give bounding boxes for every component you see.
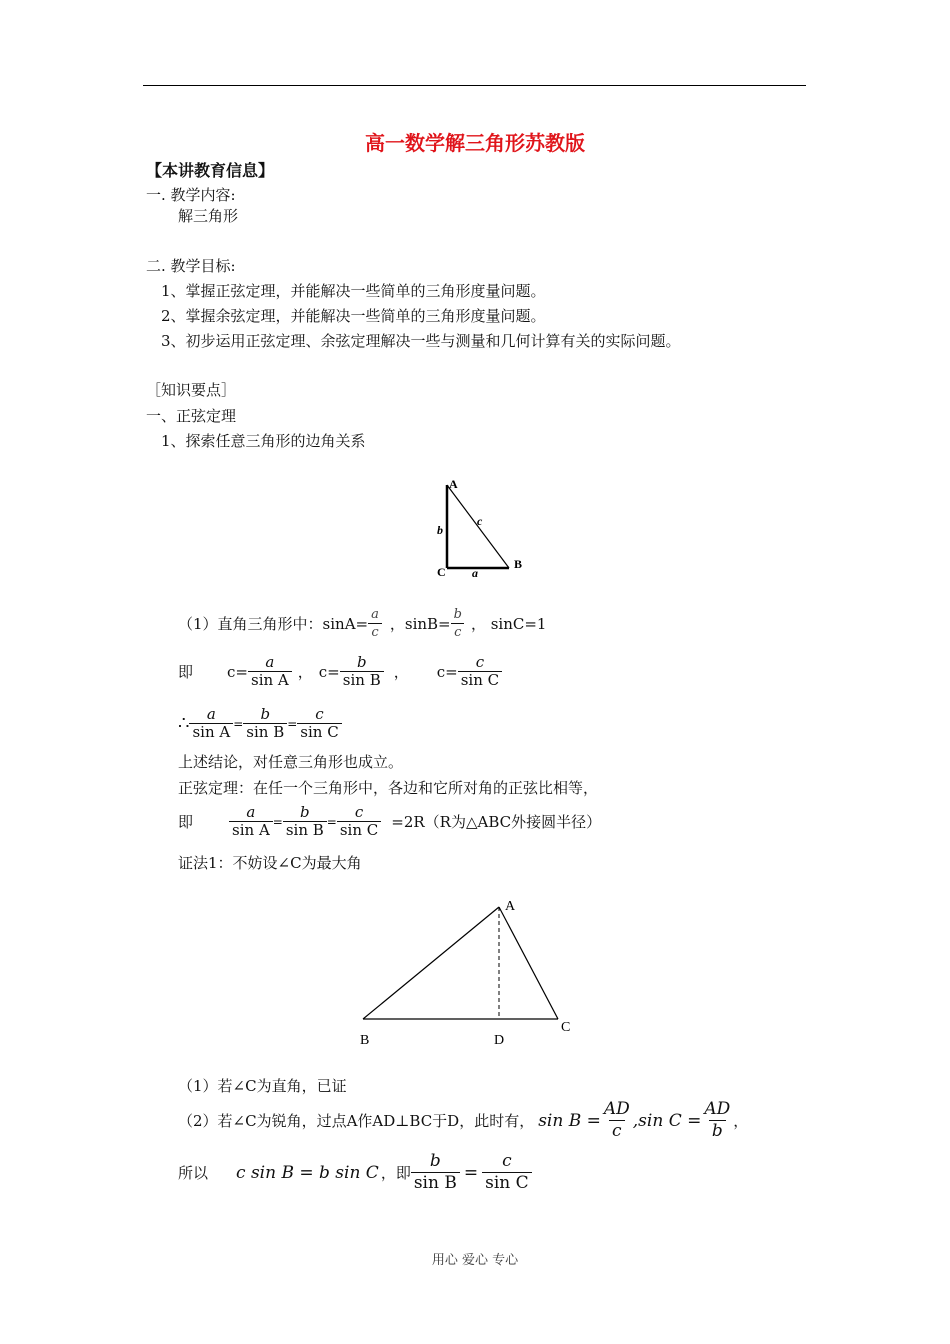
vertex-label-B: B <box>514 557 523 571</box>
fraction-numerator: b <box>429 1151 441 1171</box>
fraction-c-over-sinC <box>458 654 502 689</box>
case-1-right-angle: （1）若∠C为直角，已证 <box>178 1077 347 1095</box>
fraction-AD-over-b <box>701 1099 733 1142</box>
sine-law-theorem: 正弦定理：在任一个三角形中，各边和它所对角的正弦比相等， <box>178 779 599 797</box>
fraction-b-over-c <box>451 606 465 641</box>
goal-item: 1、掌握正弦定理，并能解决一些简单的三角形度量问题。 <box>161 282 546 300</box>
fraction-denominator: sin C <box>337 821 381 839</box>
case-2-text: （2）若∠C为锐角，过点A作AD⊥BC于D，此时有， <box>178 1112 535 1130</box>
fraction-a-over-sinA <box>248 654 292 689</box>
fraction-numerator: a <box>206 705 216 723</box>
sine-law-heading: 一、正弦定理 <box>146 407 237 425</box>
fraction-denominator: sin B <box>340 671 384 689</box>
triangle-abc-altitude-figure <box>350 890 590 1055</box>
fraction-c-over-sinC <box>482 1151 532 1194</box>
equals-sign: = <box>463 1162 479 1183</box>
fraction-denominator: b <box>709 1120 726 1142</box>
equals-sign: = <box>233 716 244 731</box>
fraction-a-over-sinA <box>189 706 233 741</box>
fraction-c-over-sinC <box>337 804 381 839</box>
goal-item: 3、初步运用正弦定理、余弦定理解决一些与测量和几何计算有关的实际问题。 <box>161 332 681 350</box>
fraction-b-over-sinB <box>340 654 384 689</box>
fraction-numerator: c <box>315 705 324 723</box>
fraction-a-over-sinA <box>229 804 273 839</box>
fraction-numerator: c <box>354 803 364 821</box>
fraction-denominator: c <box>451 623 464 641</box>
vertex-label-D: D <box>494 1033 505 1048</box>
fraction-denominator: sin B <box>243 723 287 741</box>
side-ac-line <box>499 907 558 1019</box>
suoyi-label: 所以 <box>178 1164 209 1182</box>
ji-label: 即 <box>178 663 194 681</box>
page-footer: 用心 爱心 专心 <box>431 1253 519 1268</box>
fraction-b-over-sinB <box>411 1151 460 1194</box>
fraction-denominator: sin A <box>248 671 292 689</box>
c-equals: c= <box>227 662 248 681</box>
fraction-denominator: sin C <box>297 723 341 741</box>
fraction-numerator: c <box>475 653 485 671</box>
header-rule <box>143 85 806 86</box>
sinC-equals: ,sin C = <box>632 1110 702 1131</box>
fraction-numerator: a <box>265 653 275 671</box>
fraction-b-over-sinB <box>283 804 327 839</box>
fraction-b-over-sinB <box>243 706 287 741</box>
vertex-label-C: C <box>561 1020 571 1035</box>
knowledge-heading: ［知识要点］ <box>146 381 237 399</box>
fraction-denominator: sin C <box>482 1172 532 1194</box>
fraction-numerator: c <box>502 1151 512 1171</box>
ji-label: 即 <box>178 813 194 831</box>
c-equals: c= <box>436 662 458 681</box>
fraction-denominator: sin A <box>229 821 273 839</box>
goal-item: 2、掌握余弦定理，并能解决一些简单的三角形度量问题。 <box>161 307 546 325</box>
fraction-numerator: b <box>356 653 367 671</box>
relation-mid: ，sinB= <box>389 615 451 633</box>
therefore-equation <box>178 706 342 741</box>
case-2-acute-angle <box>178 1099 748 1142</box>
section-info-heading: 【本讲教育信息】 <box>146 161 275 180</box>
theorem-formula <box>178 804 601 839</box>
page-title: 高一数学解三角形苏教版 <box>365 131 585 155</box>
relation-prefix: （1）直角三角形中：sinA= <box>178 615 369 633</box>
therefore-relation <box>178 1151 532 1194</box>
fraction-denominator: sin C <box>458 671 502 689</box>
side-label-a: a <box>472 566 478 580</box>
vertex-label-A: A <box>449 477 458 491</box>
fraction-denominator: c <box>609 1120 625 1142</box>
side-label-b: b <box>437 523 443 537</box>
fraction-a-over-c <box>368 606 382 641</box>
explore-heading: 1、探索任意三角形的边角关系 <box>161 432 366 450</box>
equals-sign: = <box>326 814 337 829</box>
c-sinB-equals-b-sinC: c sin B = b sin C <box>236 1162 379 1183</box>
comma: ， <box>393 663 409 681</box>
fraction-numerator: AD <box>603 1099 630 1119</box>
therefore-symbol: ∴ <box>178 713 190 734</box>
goals-heading: 二. 教学目标: <box>146 257 236 275</box>
right-triangle-relations <box>178 606 546 641</box>
circumradius-note: =2R（R为△ABC外接圆半径） <box>391 813 602 831</box>
fraction-denominator: sin B <box>283 821 327 839</box>
fraction-numerator: b <box>453 607 462 622</box>
side-label-c: c <box>477 514 483 528</box>
fraction-denominator: sin A <box>189 723 233 741</box>
any-triangle-note: 上述结论，对任意三角形也成立。 <box>178 753 404 771</box>
sinB-equals: sin B = <box>538 1110 601 1131</box>
side-ab-line <box>363 907 499 1019</box>
fraction-denominator: c <box>368 623 381 641</box>
ji-mid: ，即 <box>380 1164 411 1182</box>
comma: ， <box>297 663 313 681</box>
content-text: 解三角形 <box>178 207 239 225</box>
fraction-denominator: sin B <box>411 1172 460 1194</box>
fraction-AD-over-c <box>601 1099 633 1142</box>
c-equals: c= <box>318 662 340 681</box>
equals-sign: = <box>272 814 283 829</box>
fraction-numerator: a <box>371 607 379 622</box>
vertex-label-A: A <box>505 899 516 914</box>
case-2-end: ， <box>733 1112 749 1130</box>
fraction-c-over-sinC <box>297 706 341 741</box>
vertex-label-B: B <box>360 1033 370 1048</box>
fraction-numerator: b <box>300 803 310 821</box>
proof-1-heading: 证法1：不妨设∠C为最大角 <box>178 854 362 872</box>
content-heading: 一. 教学内容: <box>146 186 236 204</box>
vertex-label-C: C <box>437 565 446 579</box>
fraction-numerator: b <box>260 705 271 723</box>
fraction-numerator: a <box>246 803 256 821</box>
c-expressions-row <box>178 654 502 689</box>
fraction-numerator: AD <box>704 1099 731 1119</box>
equals-sign: = <box>287 716 298 731</box>
relation-end: ， sinC=1 <box>470 615 547 633</box>
right-triangle-figure <box>425 470 535 585</box>
